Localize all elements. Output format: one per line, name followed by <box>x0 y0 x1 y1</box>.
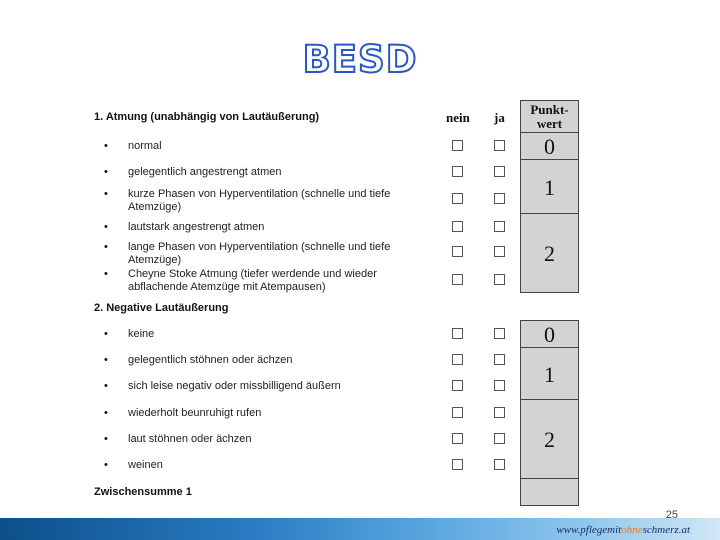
list-item <box>0 433 720 453</box>
column-header-nein: nein <box>446 110 470 125</box>
checkbox-ja[interactable] <box>494 380 505 391</box>
item-label: kurze Phasen von Hyperventilation (schnelle und tiefe Atemzüge) <box>128 188 391 213</box>
checkbox-nein[interactable] <box>452 246 463 257</box>
item-label: wiederholt beunruhigt rufen <box>128 407 262 419</box>
punktwert-line-1: Punkt- <box>530 102 569 117</box>
page-number: 25 <box>665 509 678 521</box>
checkbox-nein[interactable] <box>452 354 463 365</box>
item-label: gelegentlich angestrengt atmen <box>128 166 282 178</box>
item-label: lange Phasen von Hyperventilation (schnelle und tiefe Atemzüge) <box>128 241 391 266</box>
checkbox-nein[interactable] <box>452 193 463 204</box>
checkbox-ja[interactable] <box>494 193 505 204</box>
checkbox-ja[interactable] <box>494 328 505 339</box>
checkbox-nein[interactable] <box>452 166 463 177</box>
checkbox-nein[interactable] <box>452 433 463 444</box>
bullet: • <box>104 188 108 200</box>
checkbox-ja[interactable] <box>494 433 505 444</box>
checkbox-ja[interactable] <box>494 354 505 365</box>
page-title: BESD <box>302 38 418 81</box>
score-cell: 0 <box>520 132 579 160</box>
list-item <box>0 241 720 266</box>
item-label: Cheyne Stoke Atmung (tiefer werdende und wieder abflachende Atemzüge mit Atempausen) <box>128 268 377 293</box>
checkbox-nein[interactable] <box>452 407 463 418</box>
item-label: laut stöhnen oder ächzen <box>128 433 252 445</box>
bullet: • <box>104 433 108 445</box>
checkbox-nein[interactable] <box>452 274 463 285</box>
list-item <box>0 221 720 241</box>
bullet: • <box>104 407 108 419</box>
bullet: • <box>104 459 108 471</box>
checkbox-nein[interactable] <box>452 380 463 391</box>
score-cell: 1 <box>520 159 579 214</box>
bullet: • <box>104 166 108 178</box>
checkbox-ja[interactable] <box>494 166 505 177</box>
bullet: • <box>104 221 108 233</box>
score-cell: 2 <box>520 399 579 479</box>
punktwert-line-2: wert <box>536 116 563 131</box>
section-heading-atmung: 1. Atmung (unabhängig von Lautäußerung) <box>94 111 320 123</box>
brand-part: www.pflegemit <box>556 524 622 536</box>
list-item <box>0 140 720 160</box>
bullet: • <box>104 140 108 152</box>
subtotal-label: Zwischensumme 1 <box>94 486 192 498</box>
checkbox-ja[interactable] <box>494 140 505 151</box>
column-header-ja: ja <box>494 110 505 125</box>
bullet: • <box>104 380 108 392</box>
bullet: • <box>104 268 108 280</box>
checkbox-nein[interactable] <box>452 459 463 470</box>
brand-part: schmerz.at <box>642 524 690 536</box>
item-label: normal <box>128 140 162 152</box>
list-item <box>0 188 720 213</box>
section-heading-lautaeusserung: 2. Negative Lautäußerung <box>94 302 229 314</box>
checkbox-ja[interactable] <box>494 274 505 285</box>
item-label: weinen <box>128 459 163 471</box>
checkbox-ja[interactable] <box>494 459 505 470</box>
list-item <box>0 354 720 374</box>
list-item <box>0 407 720 427</box>
list-item <box>0 268 720 293</box>
list-item <box>0 328 720 348</box>
item-label: lautstark angestrengt atmen <box>128 221 265 233</box>
checkbox-ja[interactable] <box>494 246 505 257</box>
list-item <box>0 166 720 186</box>
bullet: • <box>104 241 108 253</box>
checkbox-nein[interactable] <box>452 221 463 232</box>
item-label: keine <box>128 328 155 340</box>
bullet: • <box>104 354 108 366</box>
checkbox-nein[interactable] <box>452 328 463 339</box>
brand-url[interactable] <box>556 524 690 536</box>
list-item <box>0 459 720 479</box>
item-label: gelegentlich stöhnen oder ächzen <box>128 354 293 366</box>
checkbox-ja[interactable] <box>494 407 505 418</box>
score-cell: 0 <box>520 320 579 348</box>
bullet: • <box>104 328 108 340</box>
score-cell: 1 <box>520 347 579 400</box>
score-cell: 2 <box>520 213 579 293</box>
checkbox-ja[interactable] <box>494 221 505 232</box>
list-item <box>0 380 720 400</box>
item-label: sich leise negativ oder missbilligend äußern <box>128 380 341 392</box>
column-header-punktwert <box>520 100 579 133</box>
subtotal-cell <box>520 478 579 506</box>
brand-part: ohne <box>621 524 643 536</box>
checkbox-nein[interactable] <box>452 140 463 151</box>
